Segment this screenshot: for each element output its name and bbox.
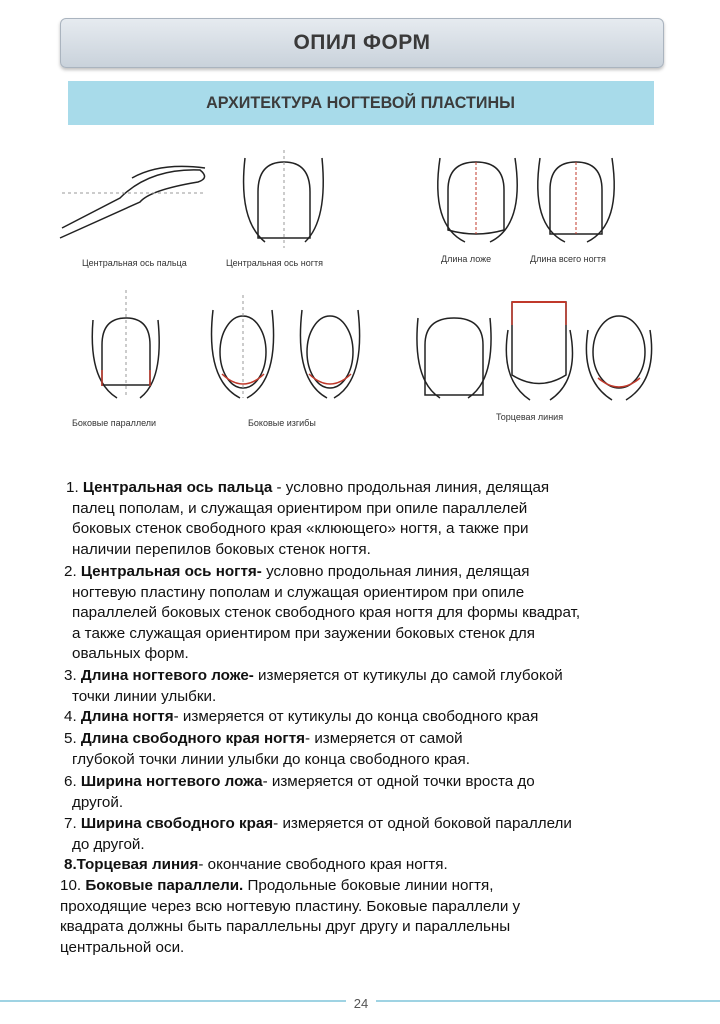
page-number: 24: [346, 996, 376, 1011]
definition-item: [60, 876, 720, 958]
definition-line: боковых стенок свободного края «клюющего» ногтя, а также при: [72, 520, 529, 537]
definition-line: до другой.: [72, 835, 145, 853]
definition-line: проходящие через всю ногтевую пластину. Боковые параллели у: [60, 897, 521, 915]
definition-line: 10. Боковые параллели. Продольные боковые линии ногтя,: [60, 877, 494, 894]
definition-line: 6. Ширина ногтевого ложа- измеряется от одной точки вроста до: [64, 773, 535, 790]
section-title: АРХИТЕКТУРА НОГТЕВОЙ ПЛАСТИНЫ: [206, 93, 516, 112]
definition-line: центральной оси.: [60, 938, 185, 956]
definition-line: 7. Ширина свободного края- измеряется от одной боковой параллели: [64, 815, 572, 832]
definition-item: [66, 478, 720, 560]
nail-central-axis-illustration: [244, 150, 324, 248]
definition-item: [64, 562, 720, 665]
definition-line: другой.: [72, 793, 124, 811]
definition-item: [64, 814, 720, 855]
definition-line: точки линии улыбки.: [72, 687, 217, 705]
label-end-line: Торцевая линия: [496, 412, 564, 422]
end-line-illustration: [417, 302, 652, 400]
definition-line: параллелей боковых стенок свободного края ногтя для формы квадрат,: [72, 604, 581, 621]
definition-line: наличии перепилов боковых стенок ногтя.: [72, 540, 371, 558]
definition-line: 8.Торцевая линия- окончание свободного края ногтя.: [64, 856, 448, 873]
definition-line: 3. Длина ногтевого ложе- измеряется от кутикулы до самой глубокой: [64, 667, 563, 684]
definition-line: овальных форм.: [72, 645, 189, 662]
definition-line: 5. Длина свободного края ногтя- измеряется от самой: [64, 730, 463, 747]
label-side-bends: Боковые изгибы: [248, 418, 316, 428]
label-nail-total-length: Длина всего ногтя: [530, 254, 606, 264]
label-central-axis-nail: Центральная ось ногтя: [226, 258, 324, 268]
definition-line: глубокой точки линии улыбки до конца свободного края.: [72, 750, 470, 768]
finger-side-view-illustration: [60, 166, 205, 238]
section-title-bar: [68, 81, 654, 125]
definition-line: 4. Длина ногтя- измеряется от кутикулы до конца свободного края: [64, 708, 539, 725]
nail-total-length-illustration: [538, 158, 614, 242]
label-side-parallels: Боковые параллели: [72, 418, 157, 428]
definition-item: [64, 772, 720, 813]
side-bends-illustration: [212, 295, 360, 398]
page-title-bar: [60, 18, 664, 68]
page-title: ОПИЛ ФОРМ: [293, 31, 431, 54]
side-parallels-illustration: [92, 290, 159, 398]
definition-item: [64, 666, 720, 707]
nail-architecture-diagram: [0, 130, 720, 475]
definition-item: [64, 855, 720, 876]
definition-line: а также служащая ориентиром при заужении боковых стенок для: [72, 624, 536, 642]
definition-line: ногтевую пластину пополам и служащая ориентиром при опиле: [72, 583, 525, 601]
definition-item: [64, 707, 720, 728]
definition-line: квадрата должны быть параллельны друг другу и параллельны: [60, 918, 511, 935]
definition-line: 2. Центральная ось ногтя- условно продольная линия, делящая: [64, 563, 530, 580]
definition-line: палец пополам, и служащая ориентиром при опиле параллелей: [72, 499, 528, 517]
definition-line: 1. Центральная ось пальца - условно продольная линия, делящая: [66, 479, 550, 496]
nail-bed-length-illustration: [438, 158, 517, 242]
label-nail-bed-length: Длина ложе: [441, 254, 492, 264]
label-central-axis-finger: Центральная ось пальца: [82, 258, 187, 268]
definition-item: [64, 729, 720, 770]
